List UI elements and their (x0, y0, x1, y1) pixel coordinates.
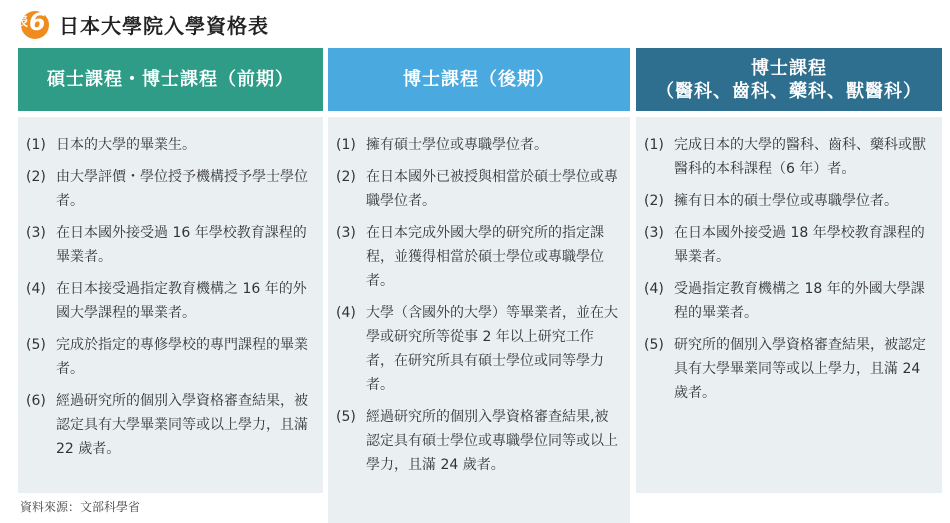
item-number: (5) (336, 409, 356, 425)
item-text: 經過研究所的個別入學資格審查結果，被認定具有大學畢業同等或以上學力，且滿 22 歲者。 (56, 393, 308, 457)
column-header (18, 48, 323, 111)
item-text: 擁有碩士學位或專職學位者。 (366, 137, 548, 153)
badge-number: 6 (29, 8, 46, 36)
item-text: 由大學評價・學位授予機構授予學士學位者。 (56, 169, 308, 209)
source-note: 資料來源：文部科學省 (20, 500, 141, 514)
item-text: 在日本國外接受過 18 年學校教育課程的畢業者。 (674, 225, 925, 265)
item-text: 在日本國外已被授與相當於碩士學位或專職學位者。 (366, 169, 618, 209)
item-number: (1) (336, 137, 356, 153)
list-item (26, 133, 313, 157)
list-item (336, 165, 620, 213)
item-number: (4) (336, 305, 356, 321)
item-text: 在日本完成外國大學的研究所的指定課程，並獲得相當於碩士學位或專職學位者。 (366, 225, 604, 289)
column-masters-doctoral-early (18, 48, 323, 493)
item-text: 受過指定教育機構之 18 年的外國大學課程的畢業者。 (674, 281, 925, 321)
item-text: 日本的大學的畢業生。 (56, 137, 196, 153)
item-text: 完成於指定的專修學校的專門課程的畢業者。 (56, 337, 308, 377)
table-header (15, 8, 269, 40)
item-number: (5) (644, 337, 664, 353)
column-title: 博士課程 (751, 57, 827, 79)
list-item (644, 189, 932, 213)
list-item (336, 301, 620, 397)
list-item (644, 221, 932, 269)
list-item (26, 165, 313, 213)
item-number: (2) (336, 169, 356, 185)
item-number: (4) (26, 281, 46, 297)
list-item (26, 277, 313, 325)
requirement-list (336, 133, 620, 477)
item-number: (1) (644, 137, 664, 153)
list-item (336, 133, 620, 157)
item-text: 完成日本的大學的醫科、齒科、藥科或獸醫科的本科課程（6 年）者。 (674, 137, 926, 177)
badge-label: 表 (15, 15, 28, 30)
list-item (644, 333, 932, 405)
column-doctoral-late (328, 48, 630, 523)
requirement-list (26, 133, 313, 461)
list-item (336, 221, 620, 293)
list-item (644, 133, 932, 181)
column-body (636, 117, 942, 493)
item-number: (4) (644, 281, 664, 297)
page-title: 日本大學院入學資格表 (59, 13, 269, 38)
list-item (26, 221, 313, 269)
item-number: (3) (644, 225, 664, 241)
column-title: 博士課程（後期） (403, 69, 555, 90)
item-number: (6) (26, 393, 46, 409)
column-doctoral-medical (636, 48, 942, 493)
item-number: (1) (26, 137, 46, 153)
column-body (328, 117, 630, 523)
item-text: 在日本國外接受過 16 年學校教育課程的畢業者。 (56, 225, 307, 265)
item-text: 經過研究所的個別入學資格審查結果,被認定具有碩士學位或專職學位同等或以上學力，且滿 24 歲者。 (366, 409, 618, 473)
column-body (18, 117, 323, 493)
list-item (644, 277, 932, 325)
item-number: (3) (336, 225, 356, 241)
item-number: (2) (644, 193, 664, 209)
item-text: 擁有日本的碩士學位或專職學位者。 (674, 193, 898, 209)
item-number: (5) (26, 337, 46, 353)
item-text: 研究所的個別入學資格審查結果，被認定具有大學畢業同等或以上學力，且滿 24 歲者。 (674, 337, 926, 401)
item-number: (2) (26, 169, 46, 185)
item-text: 在日本接受過指定教育機構之 16 年的外國大學課程的畢業者。 (56, 281, 307, 321)
column-header (328, 48, 630, 111)
item-number: (3) (26, 225, 46, 241)
column-title: 碩士課程・博士課程（前期） (47, 69, 294, 90)
column-subtitle: （醫科、齒科、藥科、獸醫科） (656, 80, 922, 102)
table-number-badge (15, 9, 53, 39)
column-header (636, 48, 942, 111)
item-text: 大學（含國外的大學）等畢業者，並在大學或研究所等從事 2 年以上研究工作者，在研究所具有碩士學位或同等學力者。 (366, 305, 618, 393)
requirement-list (644, 133, 932, 405)
list-item (336, 405, 620, 477)
list-item (26, 333, 313, 381)
list-item (26, 389, 313, 461)
